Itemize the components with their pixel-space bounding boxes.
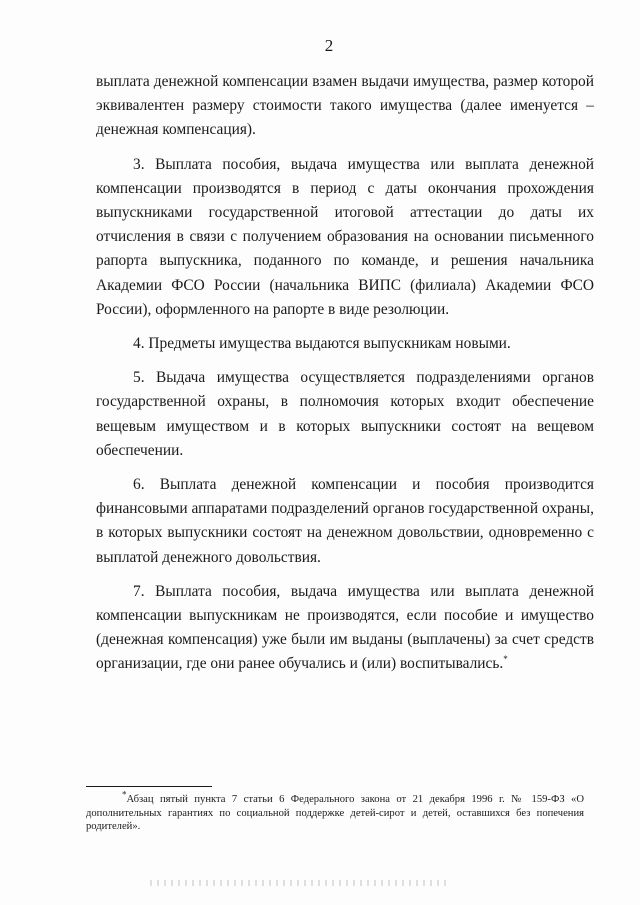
paragraph-5: 5. Выдача имущества осуществляется подразделениями органов государственной охраны, в полномочия которых входит обеспечение вещевым имуществом и в которых выпускники состоят на вещевом обеспечении. xyxy=(96,369,594,459)
scan-artifact xyxy=(150,880,450,886)
footnote xyxy=(86,789,584,834)
paragraph-7 xyxy=(96,580,594,677)
paragraph-3: 3. Выплата пособия, выдача имущества или выплата денежной компенсации производятся в период с даты окончания прохождения выпускниками государственной итоговой аттестации до даты их отчисления в связи с получением образования на основании письменного рапорта выпускника, поданного по команде, и решения начальника Академии ФСО России (начальника ВИПС (филиала) Академии ФСО России), оформленного на рапорте в виде резолюции. xyxy=(96,155,594,318)
paragraph-4: 4. Предметы имущества выдаются выпускникам новыми. xyxy=(133,335,511,353)
footnote-marker: * xyxy=(122,789,127,800)
footnote-reference[interactable]: * xyxy=(503,654,508,665)
paragraph-7-text: 7. Выплата пособия, выдача имущества или выплата денежной компенсации выпускникам не производятся, если пособие и имущество (денежная компенсация) уже были им выданы (выплачены) за счет средств организации, где они ранее обучались и (или) воспитывались. xyxy=(96,582,594,673)
document-body xyxy=(96,70,594,687)
paragraph-continuation: выплата денежной компенсации взамен выдачи имущества, размер которой эквивалентен размеру стоимости такого имущества (далее именуется – денежная компенсация). xyxy=(96,73,594,139)
footnote-text: Абзац пятый пункта 7 статьи 6 Федерального закона от 21 декабря 1996 г. № 159-ФЗ «О дополнительных гарантиях по социальной поддержке детей-сирот и детей, оставшихся без попечения родителей». xyxy=(86,794,584,832)
footnote-separator xyxy=(86,786,212,787)
paragraph-6: 6. Выплата денежной компенсации и пособия производится финансовыми аппаратами подразделений органов государственной охраны, в которых выпускники состоят на денежном довольствии, одновременно с выплатой денежного довольствия. xyxy=(96,476,594,566)
page-number: 2 xyxy=(324,36,334,55)
